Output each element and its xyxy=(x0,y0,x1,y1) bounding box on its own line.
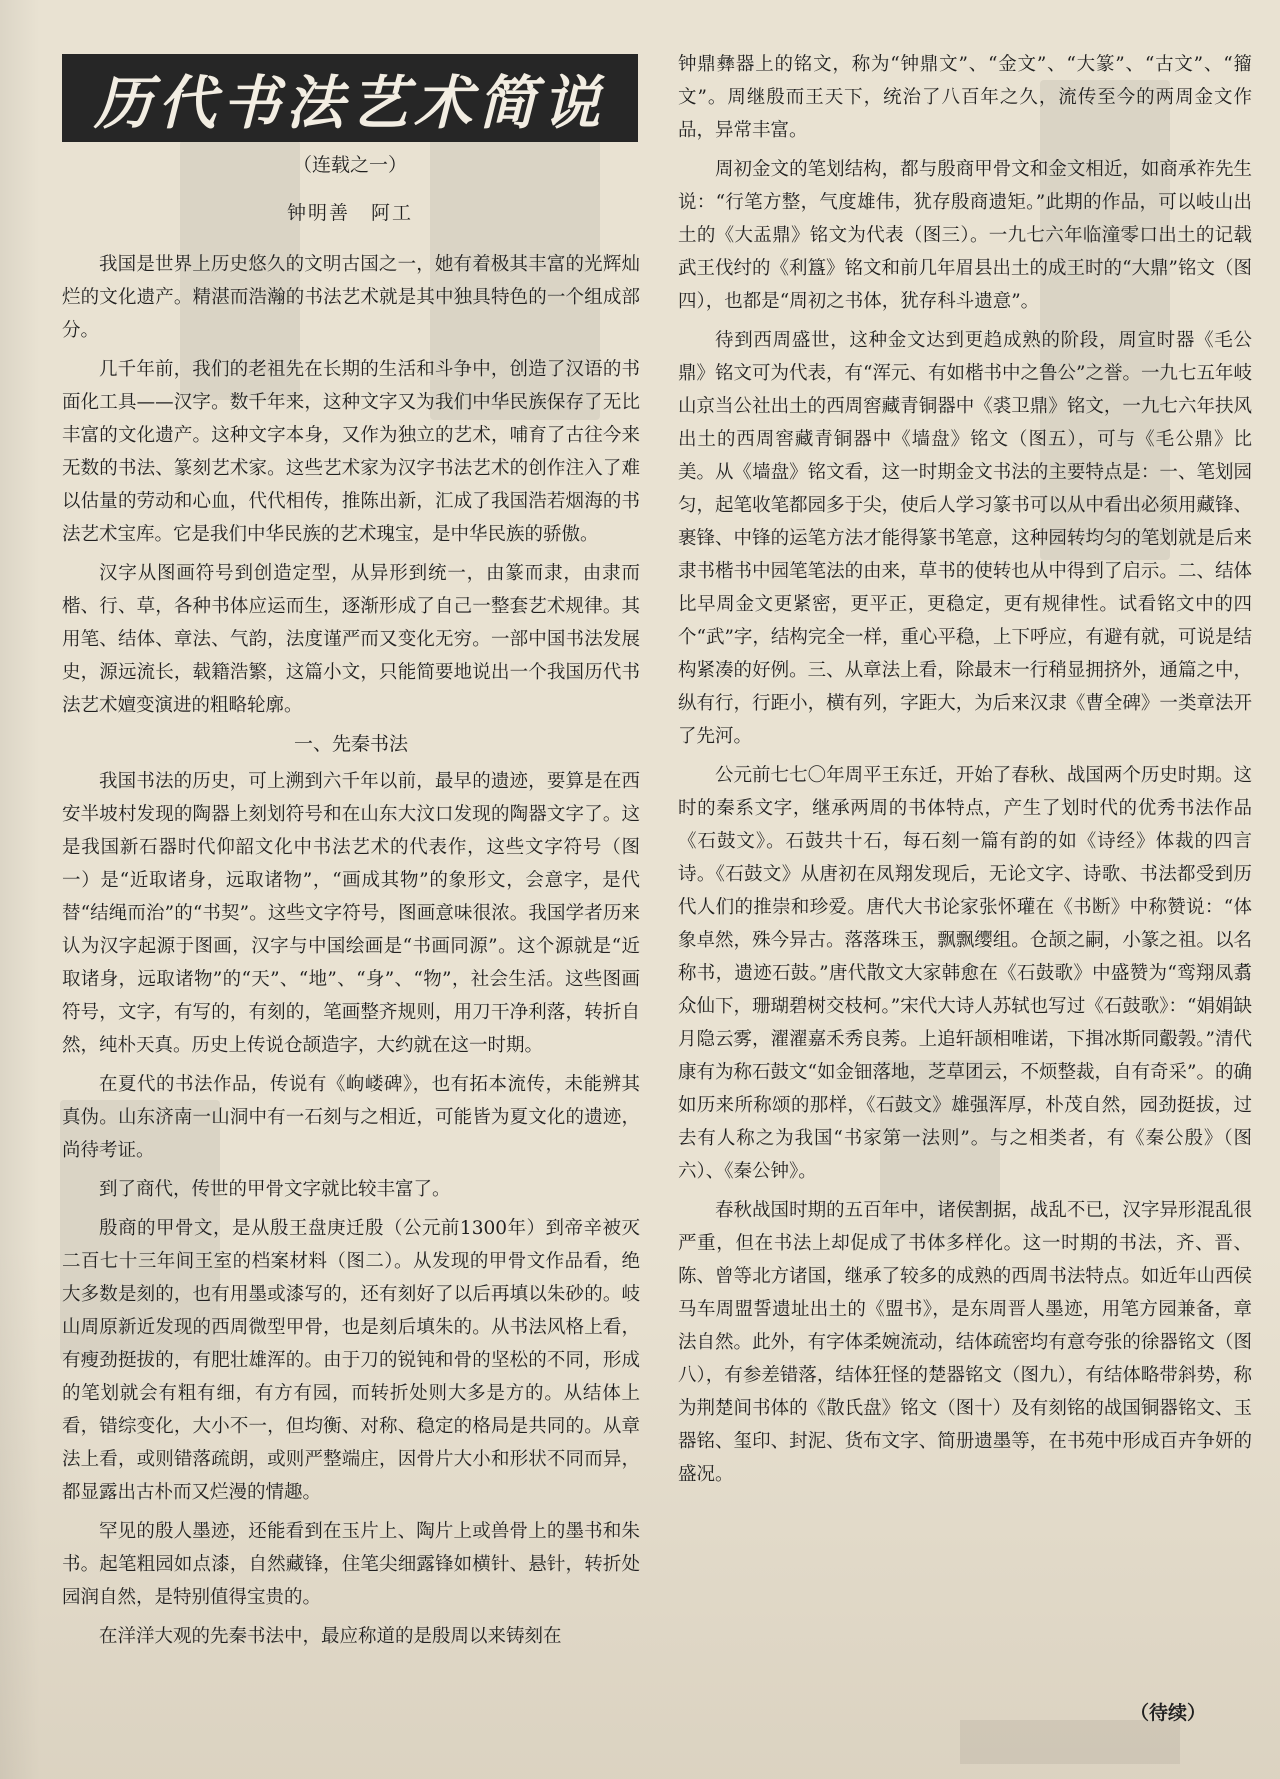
paragraph: 罕见的殷人墨迹，还能看到在玉片上、陶片上或兽骨上的墨书和朱书。起笔粗园如点漆，自然藏锋，住笔尖细露锋如横针、悬针，转折处园润自然，是特别值得宝贵的。 xyxy=(62,1521,640,1608)
left-column xyxy=(62,248,640,1768)
paragraph: 我国是世界上历史悠久的文明古国之一，她有着极其丰富的光辉灿烂的文化遗产。精湛而浩瀚的书法艺术就是其中独具特色的一个组成部分。 xyxy=(62,254,640,341)
paragraph: 在夏代的书法作品，传说有《岣嵝碑》，也有拓本流传，未能辨其真伪。山东济南一山洞中有一石刻与之相近，可能皆为夏文化的遗迹，尚待考证。 xyxy=(62,1074,640,1161)
paragraph: 几千年前，我们的老祖先在长期的生活和斗争中，创造了汉语的书面化工具——汉字。数千年来，这种文字又为我们中华民族保存了无比丰富的文化遗产。这种文字本身，又作为独立的艺术，哺育了古往今来无数的书法、篆刻艺术家。这些艺术家为汉字书法艺术的创作注入了难以估量的劳动和心血，代代相传，推陈出新，汇成了我国浩若烟海的书法艺术宝库。它是我们中华民族的艺术瑰宝，是中华民族的骄傲。 xyxy=(62,359,640,545)
author-line: 钟明善 阿工 xyxy=(286,202,413,224)
paragraph: 我国书法的历史，可上溯到六千年以前，最早的遗迹，要算是在西安半坡村发现的陶器上刻划符号和在山东大汶口发现的陶器文字了。这是我国新石器时代仰韶文化中书法艺术的代表作，这些文字符号（图一）是“近取诸身，远取诸物”，“画成其物”的象形文，会意字，是代替“结绳而治”的“书契”。这些文字符号，图画意味很浓。我国学者历来认为汉字起源于图画，汉字与中国绘画是“书画同源”。这个源就是“近取诸身，远取诸物”的“天”、“地”、“身”、“物”，社会生活。这些图画符号，文字，有写的，有刻的，笔画整齐规则，用刀干净利落，转折自然，纯朴天真。历史上传说仓颉造字，大约就在这一时期。 xyxy=(62,771,640,1056)
paragraph: 公元前七七〇年周平王东迁，开始了春秋、战国两个历史时期。这时的秦系文字，继承两周的书体特点，产生了划时代的优秀书法作品《石鼓文》。石鼓共十石，每石刻一篇有韵的如《诗经》体裁的四言诗。《石鼓文》从唐初在凤翔发现后，无论文字、诗歌、书法都受到历代人们的推崇和珍爱。唐代大书论家张怀瓘在《书断》中称赞说：“体象卓然，殊今异古。落落珠玉，飘飘缨组。仓颉之嗣，小篆之祖。以名称书，遗迹石鼓。”唐代散文大家韩愈在《石鼓歌》中盛赞为“鸾翔凤翥众仙下，珊瑚碧树交枝柯。”宋代大诗人苏轼也写过《石鼓歌》：“娟娟缺月隐云雾，濯濯嘉禾秀良莠。上追轩颉相唯诺，下揖冰斯同鷇㝅。”清代康有为称石鼓文“如金钿落地，芝草团云，不烦整裁，自有奇采”。的确如历来所称颂的那样，《石鼓文》雄强浑厚，朴茂自然，园劲挺拔，过去有人称之为我国“书家第一法则”。与之相类者，有《秦公殷》（图六）、《秦公钟》。 xyxy=(678,765,1252,1182)
article-title-banner xyxy=(62,54,638,142)
to-be-continued: （待续） xyxy=(1130,1702,1207,1724)
footer-watermark xyxy=(960,1720,1180,1764)
right-column xyxy=(678,48,1252,1688)
paragraph: 到了商代，传世的甲骨文字就比较丰富了。 xyxy=(99,1179,451,1200)
paragraph: 殷商的甲骨文，是从殷王盘庚迁殷（公元前1300年）到帝辛被灭二百七十三年间王室的档案材料（图二）。从发现的甲骨文作品看，绝大多数是刻的，也有用墨或漆写的，还有刻好了以后再填以朱砂的。岐山周原新近发现的西周微型甲骨，也是刻后填朱的。从书法风格上看，有瘦劲挺拔的，有肥壮雄浑的。由于刀的锐钝和骨的坚松的不同，形成的笔划就会有粗有细，有方有园，而转折处则大多是方的。从结体上看，错综变化，大小不一，但均衡、对称、稳定的格局是共同的。从章法上看，或则错落疏朗，或则严整端庄，因骨片大小和形状不同而异，都显露出古朴而又烂漫的情趣。 xyxy=(62,1218,640,1503)
paragraph: 待到西周盛世，这种金文达到更趋成熟的阶段，周宣时器《毛公鼎》铭文可为代表，有“浑元、有如楷书中之鲁公”之誉。一九七五年岐山京当公社出土的西周窖藏青铜器中《裘卫鼎》铭文，一九七六年扶风出土的西周窖藏青铜器中《墙盘》铭文（图五），可与《毛公鼎》比美。从《墙盘》铭文看，这一时期金文书法的主要特点是：一、笔划园匀，起笔收笔都园多于尖，使后人学习篆书可以从中看出必须用藏锋、裹锋、中锋的运笔方法才能得篆书笔意，这种园转均匀的笔划就是后来隶书楷书中园笔笔法的由来，草书的使转也从中得到了启示。二、结体比早周金文更紧密，更平正，更稳定，更有规律性。试看铭文中的四个“武”字，结构完全一样，重心平稳，上下呼应，有避有就，可说是结构紧凑的好例。三、从章法上看，除最末一行稍显拥挤外，通篇之中，纵有行，行距小，横有列，字距大，为后来汉隶《曹全碑》一类章法开了先河。 xyxy=(678,330,1252,747)
paragraph: 在洋洋大观的先秦书法中，最应称道的是殷周以来铸刻在 xyxy=(99,1626,562,1647)
article-title: 历代书法艺术简说 xyxy=(93,69,606,137)
paragraph: 春秋战国时期的五百年中，诸侯割据，战乱不已，汉字异形混乱很严重，但在书法上却促成了书体多样化。这一时期的书法，齐、晋、陈、曾等北方诸国，继承了较多的成熟的西周书法特点。如近年山西侯马车周盟誓遗址出土的《盟书》，是东周晋人墨迹，用笔方园兼备，章法自然。此外，有字体柔婉流动，结体疏密均有意夸张的徐器铭文（图八），有参差错落，结体狂怪的楚器铭文（图九），有结体略带斜势，称为荆楚间书体的《散氏盘》铭文（图十）及有刻铭的战国铜器铭文、玉器铭、玺印、封泥、货布文字、简册遗墨等，在书苑中形成百卉争妍的盛况。 xyxy=(678,1200,1252,1485)
serial-note: （连载之一） xyxy=(292,154,407,176)
paragraph-continuation: 钟鼎彝器上的铭文，称为“钟鼎文”、“金文”、“大篆”、“古文”、“籀文”。周继殷而王天下，统治了八百年之久，流传至今的两周金文作品，异常丰富。 xyxy=(678,54,1252,141)
section-heading: 一、先秦书法 xyxy=(293,733,408,755)
paragraph: 周初金文的笔划结构，都与殷商甲骨文和金文相近，如商承祚先生说：“行笔方整，气度雄伟，犹存殷商遗矩。”此期的作品，可以岐山出土的《大盂鼎》铭文为代表（图三）。一九七六年临潼零口出土的记载武王伐纣的《利簋》铭文和前几年眉县出土的成王时的“大鼎”铭文（图四），也都是“周初之书体，犹存科斗遗意”。 xyxy=(678,159,1252,312)
paragraph: 汉字从图画符号到创造定型，从异形到统一，由篆而隶，由隶而楷、行、草，各种书体应运而生，逐渐形成了自己一整套艺术规律。其用笔、结体、章法、气韵，法度谨严而又变化无穷。一部中国书法发展史，源远流长，载籍浩繁，这篇小文，只能简要地说出一个我国历代书法艺术嬗变演进的粗略轮廓。 xyxy=(62,563,640,716)
